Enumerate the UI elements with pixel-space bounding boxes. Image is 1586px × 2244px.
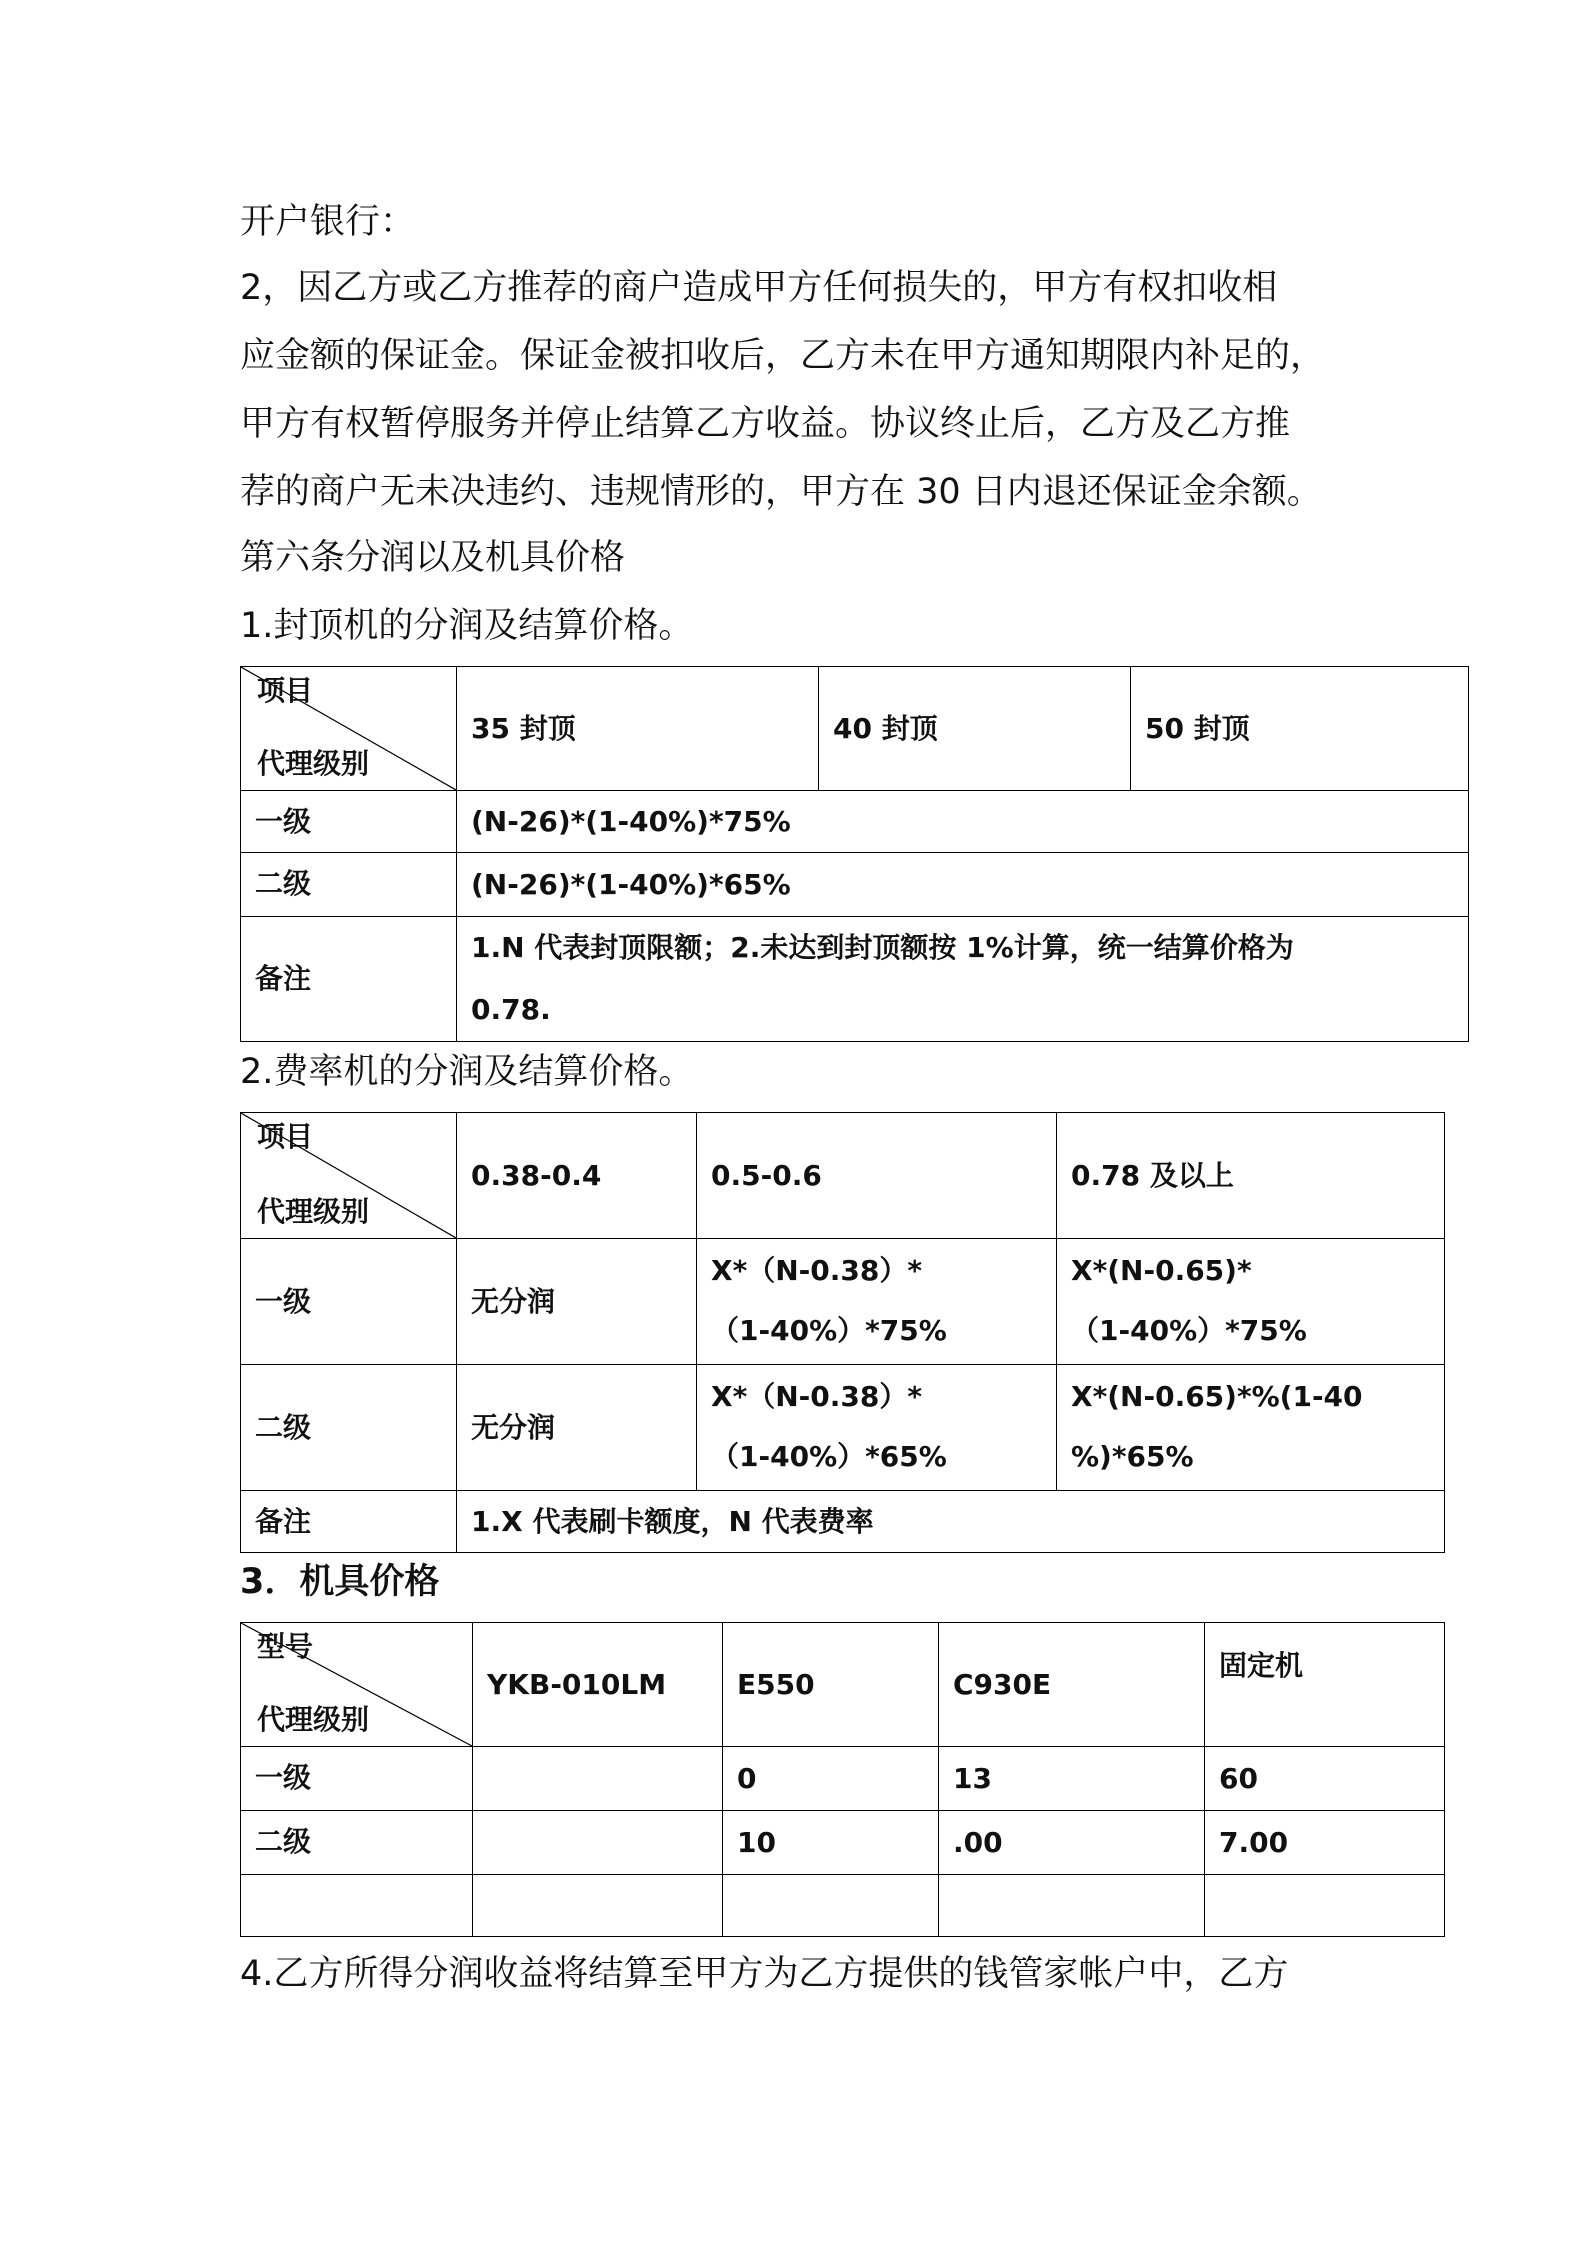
row-label: 二级 <box>241 853 457 917</box>
table-cell: 无分润 <box>457 1239 697 1365</box>
table-corner-cell <box>241 667 457 791</box>
bank-line: 开户银行： <box>240 202 416 242</box>
paragraph-2-line-1: 2，因乙方或乙方推荐的商户造成甲方任何损失的，甲方有权扣收相 <box>240 268 1278 308</box>
paragraph-2-line-4: 荐的商户无未决违约、违规情形的，甲方在 30 日内退还保证金余额。 <box>240 472 1322 512</box>
table-cell <box>473 1875 723 1937</box>
corner-top-label: 项目 <box>257 674 314 707</box>
section-2-heading: 2.费率机的分润及结算价格。 <box>240 1052 694 1092</box>
table-cell <box>1205 1875 1445 1937</box>
cell-line: X*(N-0.65)*%(1-40 <box>1071 1380 1363 1413</box>
remark-label: 备注 <box>241 1491 457 1553</box>
remark-label: 备注 <box>241 917 457 1042</box>
table-header: 35 封顶 <box>457 667 819 791</box>
table-cell: (N-26)*(1-40%)*65% <box>457 853 1469 917</box>
row-label: 一级 <box>241 1747 473 1811</box>
cell-line: （1-40%）*75% <box>711 1314 947 1347</box>
paragraph-4-line-1: 4.乙方所得分润收益将结算至甲方为乙方提供的钱管家帐户中，乙方 <box>240 1954 1289 1994</box>
table-cell: 无分润 <box>457 1365 697 1491</box>
table-cell: .00 <box>939 1811 1205 1875</box>
cell-line: %)*65% <box>1071 1440 1194 1473</box>
article-6-heading: 第六条分润以及机具价格 <box>240 538 626 578</box>
table-cell: 7.00 <box>1205 1811 1445 1875</box>
cap-machine-table <box>240 666 1469 1042</box>
cell-line: X*（N-0.38）* <box>711 1380 923 1413</box>
corner-bottom-label: 代理级别 <box>257 1195 370 1228</box>
table-header: 50 封顶 <box>1131 667 1469 791</box>
table-cell: (N-26)*(1-40%)*75% <box>457 791 1469 853</box>
table-cell <box>473 1811 723 1875</box>
corner-top-label: 型号 <box>257 1630 314 1663</box>
corner-top-label: 项目 <box>257 1120 314 1153</box>
table-header: 40 封顶 <box>819 667 1131 791</box>
cell-line: X*（N-0.38）* <box>711 1254 923 1287</box>
table-header: YKB-010LM <box>473 1623 723 1747</box>
table-cell: 0 <box>723 1747 939 1811</box>
corner-bottom-label: 代理级别 <box>257 747 370 780</box>
table-corner-cell <box>241 1623 473 1747</box>
cell-line: （1-40%）*65% <box>711 1440 947 1473</box>
table-cell <box>1057 1365 1445 1491</box>
remark-cell: 1.X 代表刷卡额度，N 代表费率 <box>457 1491 1445 1553</box>
table-corner-cell <box>241 1113 457 1239</box>
rate-machine-table <box>240 1112 1445 1553</box>
table-cell: 10 <box>723 1811 939 1875</box>
row-label: 二级 <box>241 1365 457 1491</box>
row-label: 一级 <box>241 1239 457 1365</box>
section-1-heading: 1.封顶机的分润及结算价格。 <box>240 606 694 646</box>
remark-line: 1.N 代表封顶限额；2.未达到封顶额按 1%计算，统一结算价格为 <box>471 931 1294 964</box>
cell-line: X*(N-0.65)* <box>1071 1254 1252 1287</box>
paragraph-2-line-3: 甲方有权暂停服务并停止结算乙方收益。协议终止后，乙方及乙方推 <box>240 404 1291 444</box>
table-cell <box>697 1365 1057 1491</box>
table-cell: 13 <box>939 1747 1205 1811</box>
table-cell <box>241 1875 473 1937</box>
section-3-heading: 3．机具价格 <box>240 1562 440 1602</box>
table-header: C930E <box>939 1623 1205 1747</box>
table-cell <box>473 1747 723 1811</box>
table-header: E550 <box>723 1623 939 1747</box>
table-cell <box>1057 1239 1445 1365</box>
table-header: 固定机 <box>1205 1623 1445 1747</box>
cell-line: （1-40%）*75% <box>1071 1314 1307 1347</box>
row-label: 二级 <box>241 1811 473 1875</box>
table-header: 0.38-0.4 <box>457 1113 697 1239</box>
table-cell: 60 <box>1205 1747 1445 1811</box>
table-cell <box>939 1875 1205 1937</box>
paragraph-2-line-2: 应金额的保证金。保证金被扣收后，乙方未在甲方通知期限内补足的， <box>240 336 1326 376</box>
table-cell <box>697 1239 1057 1365</box>
table-header: 0.5-0.6 <box>697 1113 1057 1239</box>
machine-price-table <box>240 1622 1445 1937</box>
remark-line: 0.78. <box>471 993 551 1026</box>
table-header: 0.78 及以上 <box>1057 1113 1445 1239</box>
table-cell <box>723 1875 939 1937</box>
row-label: 一级 <box>241 791 457 853</box>
corner-bottom-label: 代理级别 <box>257 1703 370 1736</box>
remark-cell <box>457 917 1469 1042</box>
